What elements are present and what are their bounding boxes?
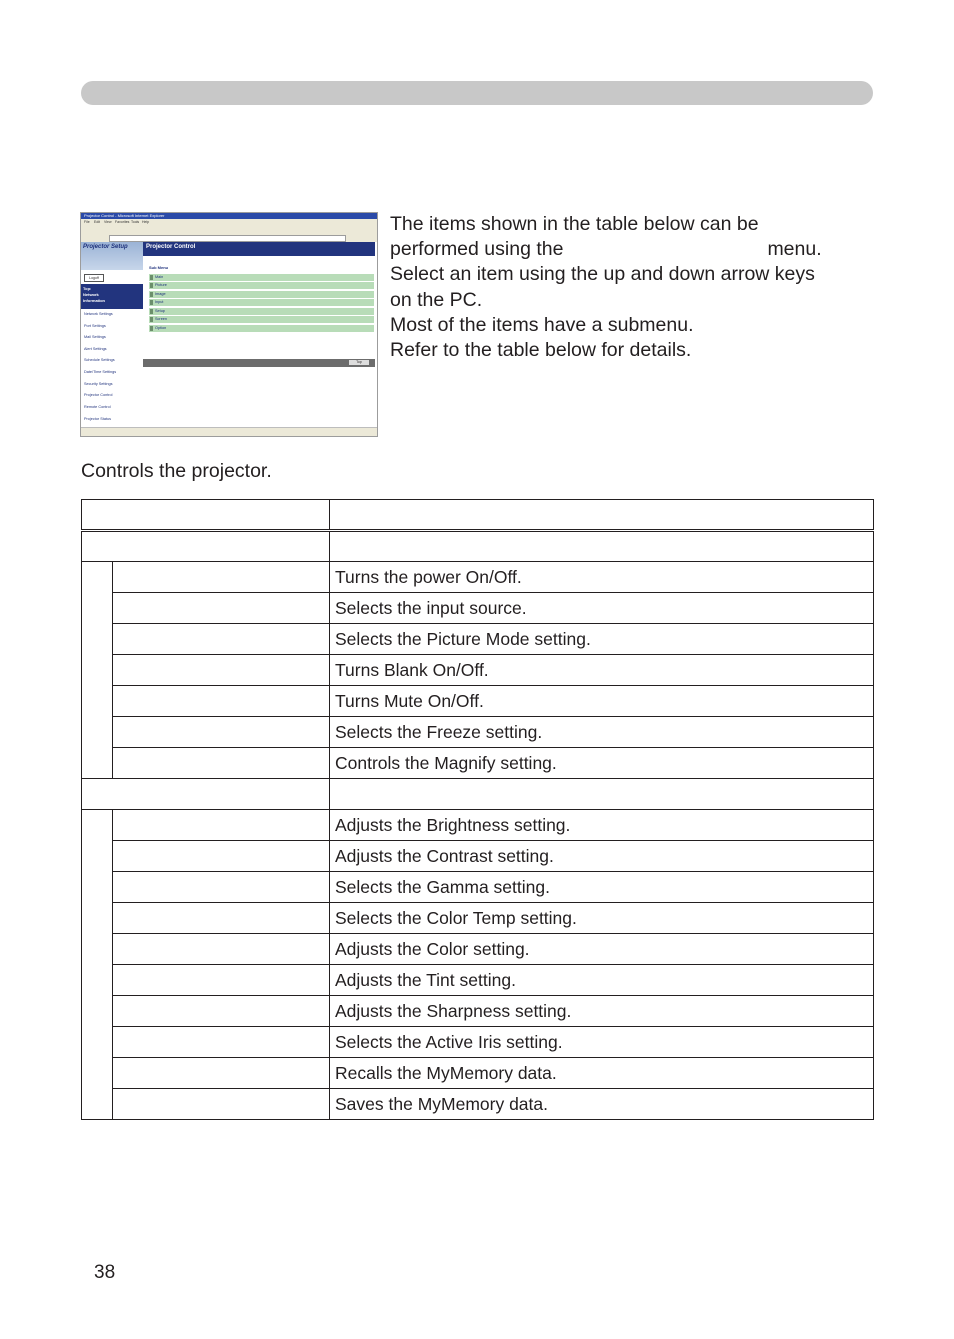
- indent-cell: [82, 624, 113, 655]
- nav-top-line: Network: [83, 292, 99, 297]
- indent-cell: [82, 593, 113, 624]
- intro-line: The items shown in the table below can be: [390, 213, 759, 235]
- header-cell: [330, 500, 874, 531]
- indent-cell: [82, 903, 113, 934]
- nav-item: Date/Time Settings: [84, 370, 117, 374]
- menu-edit: Edit: [94, 220, 101, 224]
- item-cell: [113, 841, 330, 872]
- intro-line: Most of the items have a submenu.: [390, 313, 694, 336]
- submenu-item: Image: [149, 291, 374, 298]
- description-cell: Selects the input source.: [330, 593, 874, 624]
- description-cell: Selects the Color Temp setting.: [330, 903, 874, 934]
- description-cell: Recalls the MyMemory data.: [330, 1058, 874, 1089]
- description-cell: Turns the power On/Off.: [330, 562, 874, 593]
- category-desc-cell: [330, 779, 874, 810]
- menu-file: File: [84, 220, 90, 224]
- table-row: [82, 810, 874, 841]
- indent-cell: [82, 996, 113, 1027]
- submenu-label: Sub Menu: [149, 265, 169, 270]
- nav-item: Alert Settings: [84, 347, 107, 351]
- item-cell: [113, 686, 330, 717]
- menu-tools: Tools: [131, 220, 140, 224]
- table-row: [82, 748, 874, 779]
- footer-bar: [143, 359, 375, 367]
- description-cell: Controls the Magnify setting.: [330, 748, 874, 779]
- indent-cell: [82, 841, 113, 872]
- description-cell: Selects the Picture Mode setting.: [330, 624, 874, 655]
- item-cell: [113, 872, 330, 903]
- browser-screenshot: [80, 212, 378, 437]
- address-field: [109, 235, 346, 242]
- description-cell: Turns Mute On/Off.: [330, 686, 874, 717]
- table-category-row: [82, 779, 874, 810]
- indent-cell: [82, 934, 113, 965]
- table-row: [82, 562, 874, 593]
- item-cell: [113, 562, 330, 593]
- item-cell: [113, 624, 330, 655]
- item-cell: [113, 1089, 330, 1120]
- nav-item: Projector Status: [84, 417, 112, 421]
- submenu-item: Input: [149, 299, 374, 306]
- submenu-item: Option: [149, 325, 374, 332]
- menu-view: View: [104, 220, 112, 224]
- indent-cell: [82, 1027, 113, 1058]
- nav-top-line: Information: [83, 298, 105, 303]
- item-cell: [113, 903, 330, 934]
- indent-cell: [82, 1089, 113, 1120]
- indent-cell: [82, 686, 113, 717]
- nav-top-line: Top:: [83, 286, 92, 291]
- main-heading: [143, 242, 375, 256]
- intro-line: Refer to the table below for details.: [390, 339, 692, 362]
- brand-text: Projector Setup: [83, 244, 128, 250]
- table-row: [82, 717, 874, 748]
- indent-cell: [82, 872, 113, 903]
- description-cell: Adjusts the Tint setting.: [330, 965, 874, 996]
- item-cell: [113, 1027, 330, 1058]
- category-cell: [82, 779, 330, 810]
- description-cell: Selects the Active Iris setting.: [330, 1027, 874, 1058]
- category-cell: [82, 531, 330, 562]
- table-row: [82, 593, 874, 624]
- browser-statusbar: [81, 427, 377, 436]
- nav-item: Projector Control: [84, 393, 113, 397]
- table-category-row: [82, 531, 874, 562]
- nav-item: Security Settings: [84, 382, 113, 386]
- table-row: [82, 903, 874, 934]
- description-cell: Selects the Gamma setting.: [330, 872, 874, 903]
- description-cell: Adjusts the Color setting.: [330, 934, 874, 965]
- table-row: [82, 1058, 874, 1089]
- table-header-row: [82, 500, 874, 531]
- main-heading-text: Projector Control: [146, 244, 196, 250]
- setup-sidebar: [81, 242, 144, 430]
- table-row: [82, 655, 874, 686]
- section-lead: Controls the projector.: [81, 460, 272, 482]
- item-cell: [113, 593, 330, 624]
- header-bar: [81, 81, 873, 105]
- table-row: [82, 872, 874, 903]
- item-cell: [113, 655, 330, 686]
- indent-cell: [82, 717, 113, 748]
- indent-cell: [82, 1058, 113, 1089]
- table-row: [82, 841, 874, 872]
- intro-line: performed using the menu.: [390, 238, 822, 261]
- nav-top: [81, 284, 143, 309]
- menu-favorites: Favorites: [115, 220, 130, 224]
- table-row: [82, 624, 874, 655]
- logoff-button: Logoff: [84, 274, 104, 282]
- nav-item: Remote Control: [84, 405, 111, 409]
- description-cell: Adjusts the Sharpness setting.: [330, 996, 874, 1027]
- table-row: [82, 965, 874, 996]
- item-cell: [113, 996, 330, 1027]
- indent-cell: [82, 748, 113, 779]
- submenu-item: Main: [149, 274, 374, 281]
- table-row: [82, 934, 874, 965]
- submenu-item: Screen: [149, 316, 374, 323]
- table-row: [82, 686, 874, 717]
- description-cell: Saves the MyMemory data.: [330, 1089, 874, 1120]
- item-cell: [113, 810, 330, 841]
- header-cell: [82, 500, 330, 531]
- nav-item: Port Settings: [84, 324, 106, 328]
- indent-cell: [82, 562, 113, 593]
- main-panel: [143, 242, 377, 430]
- item-cell: [113, 748, 330, 779]
- nav-item: Network Settings: [84, 312, 113, 316]
- intro-text: [390, 212, 880, 363]
- item-cell: [113, 1058, 330, 1089]
- nav-item: Mail Settings: [84, 335, 106, 339]
- window-title: Projector Control - Microsoft Internet Explorer: [84, 213, 165, 218]
- control-table: [81, 499, 874, 1120]
- indent-cell: [82, 810, 113, 841]
- table-row: [82, 1027, 874, 1058]
- description-cell: Selects the Freeze setting.: [330, 717, 874, 748]
- description-cell: Adjusts the Brightness setting.: [330, 810, 874, 841]
- description-cell: Turns Blank On/Off.: [330, 655, 874, 686]
- indent-cell: [82, 655, 113, 686]
- intro-line: on the PC.: [390, 288, 483, 311]
- submenu-item: Picture: [149, 282, 374, 289]
- table-row: [82, 996, 874, 1027]
- item-cell: [113, 965, 330, 996]
- indent-cell: [82, 965, 113, 996]
- page-number: 38: [94, 1262, 116, 1283]
- intro-line: Select an item using the up and down arrow keys: [390, 263, 815, 286]
- top-button: Top: [349, 360, 369, 365]
- brand-banner: [81, 242, 143, 270]
- menu-help: Help: [142, 220, 150, 224]
- table-row: [82, 1089, 874, 1120]
- category-desc-cell: [330, 531, 874, 562]
- description-cell: Adjusts the Contrast setting.: [330, 841, 874, 872]
- item-cell: [113, 934, 330, 965]
- nav-item: Schedule Settings: [84, 358, 115, 362]
- item-cell: [113, 717, 330, 748]
- submenu-item: Setup: [149, 308, 374, 315]
